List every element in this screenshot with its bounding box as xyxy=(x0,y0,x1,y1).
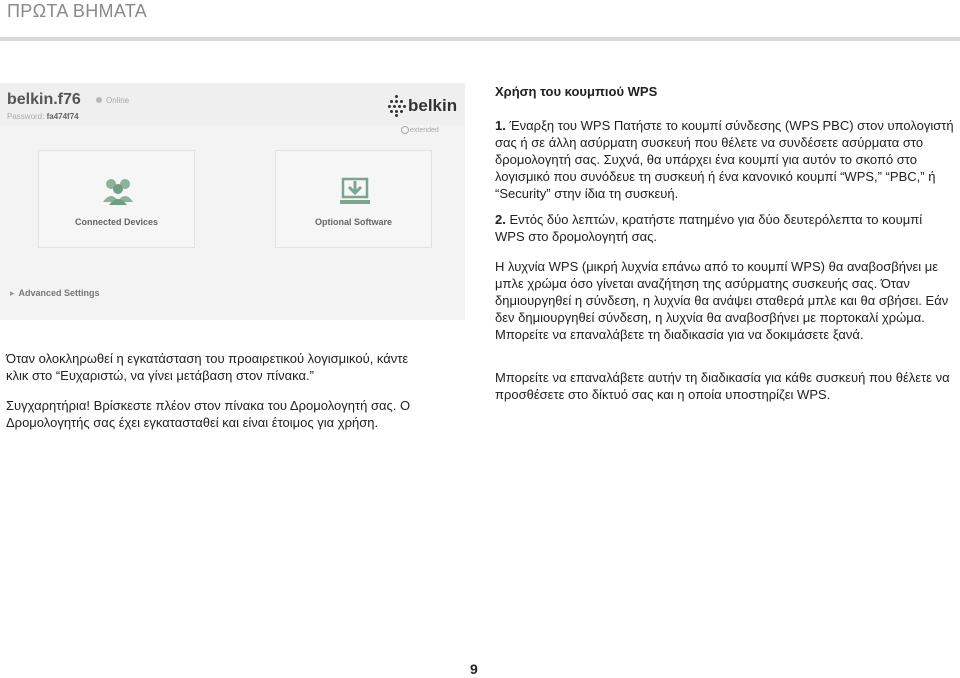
extended-status: extended xyxy=(410,127,439,134)
advanced-settings-label: Advanced Settings xyxy=(18,288,100,298)
network-status: Online xyxy=(106,96,130,105)
status-dot-icon xyxy=(96,97,102,103)
extended-status-icon xyxy=(401,126,409,134)
password-line xyxy=(7,112,79,121)
brand-name: belkin xyxy=(408,96,458,115)
step-2-text: Εντός δύο λεπτών, κρατήστε πατημένο για δύο δευτερόλεπτα το κουμπί WPS στο δρομολογητή σας. xyxy=(495,212,923,244)
header-divider xyxy=(0,37,960,41)
belkin-dots-icon xyxy=(388,95,406,117)
users-icon xyxy=(101,176,135,206)
password-value: fa474f74 xyxy=(46,112,79,121)
advanced-settings-link[interactable] xyxy=(10,288,100,299)
left-paragraph-2: Συγχαρητήρια! Βρίσκεστε πλέον στον πίνακα του Δρομολογητή σας. Ο Δρομολογητής σας έχει εγκατασταθεί και είναι έτοιμος για χρήση. xyxy=(6,398,411,430)
download-icon xyxy=(338,176,372,206)
page-number: 9 xyxy=(470,661,478,677)
page-header-title: ΠΡΩΤΑ ΒΗΜΑΤΑ xyxy=(7,1,148,21)
repeat-paragraph: Μπορείτε να επαναλάβετε αυτήν τη διαδικασία για κάθε συσκευή που θέλετε να προσθέσετε στο δίκτυό σας και η οποία υποστηρίζει WPS. xyxy=(495,370,950,402)
left-paragraph-1: Όταν ολοκληρωθεί η εγκατάσταση του προαιρετικού λογισμικού, κάντε κλικ στο “Ευχαριστώ, να γίνει μετάβαση στον πίνακα.” xyxy=(6,351,409,383)
step-1 xyxy=(495,117,955,202)
tile-label: Connected Devices xyxy=(74,217,159,227)
step-1-text: Έναρξη του WPS Πατήστε το κουμπί σύνδεσης (WPS PBC) στον υπολογιστή σας ή σε άλλη ασύρματη συσκευή που θέλετε να συνδέσετε ασύρματα στο δρομολογητή σας. Συχνά, θα υπάρχει ένα κουμπί για αυτόν το σκοπό στο λογισμικό που συνόδευε τη συσκευή ή ένα κανονικό κουμπί “WPS,” “PBC,” ή “Security” στην ίδια τη συσκευή. xyxy=(495,118,954,201)
network-name: belkin.f76 xyxy=(7,91,81,108)
optional-software-tile[interactable] xyxy=(275,150,432,248)
brand-logo xyxy=(388,94,463,118)
section-title: Χρήση του κουμπιού WPS xyxy=(495,84,658,99)
step-1-number: 1. xyxy=(495,118,506,133)
connected-devices-tile[interactable] xyxy=(38,150,195,248)
wps-light-paragraph: Η λυχνία WPS (μικρή λυχνία επάνω από το κουμπί WPS) θα αναβοσβήνει με μπλε χρώμα όσο γίνεται αναζήτηση της ασύρματης συσκευής σας. Όταν δημιουργηθεί η σύνδεση, η λυχνία θα ανάψει σταθερά μπλε και θα σβήσει. Εάν δεν δημιουργηθεί σύνδεση, η λυχνία θα αναβοσβήνει με πορτοκαλί χρώμα. Μπορείτε να επαναλάβετε τη διαδικασία για να δοκιμάσετε ξανά. xyxy=(495,259,949,342)
chevron-right-icon: ▸ xyxy=(10,288,15,298)
step-2 xyxy=(495,211,955,245)
password-label: Password: xyxy=(7,112,45,121)
step-2-number: 2. xyxy=(495,212,506,227)
dashboard-screenshot xyxy=(0,83,465,320)
tile-label: Optional Software xyxy=(314,217,392,227)
